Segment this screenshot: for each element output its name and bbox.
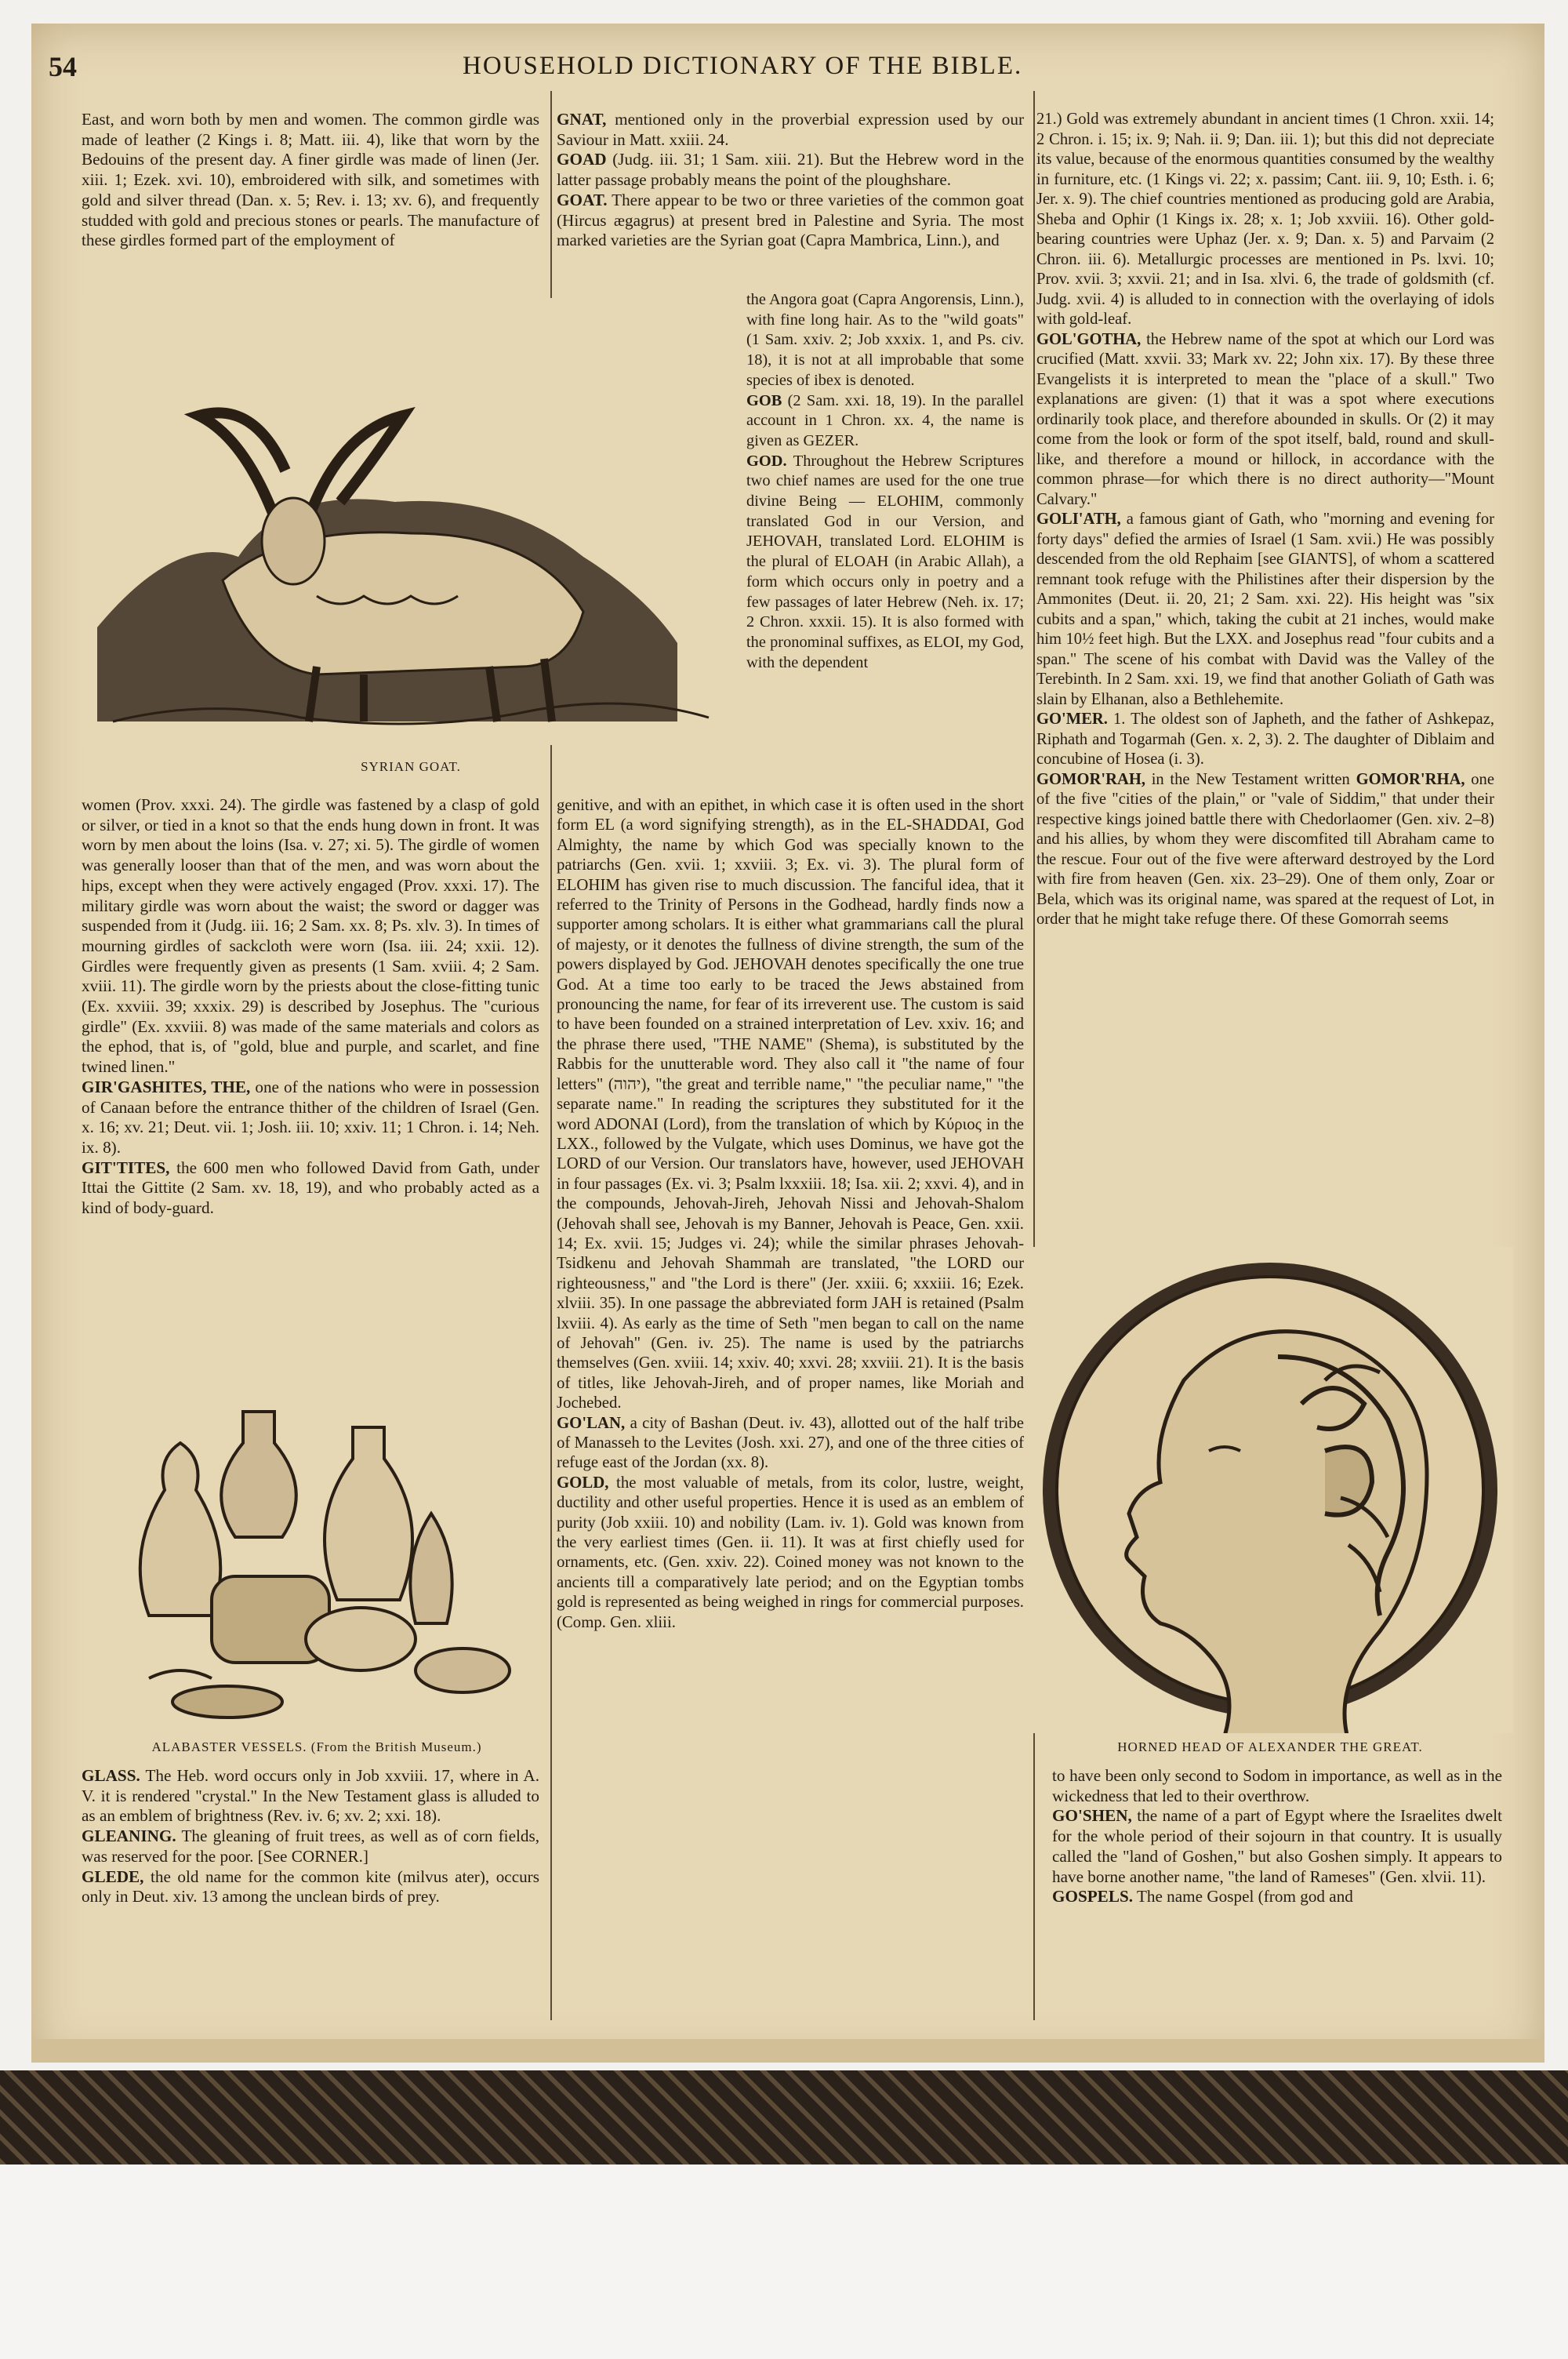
entry-gospels	[1052, 1887, 1502, 1907]
entry-text: The name Gospel (from god and	[1133, 1887, 1353, 1906]
entry-text: mentioned only in the proverbial expression used by our Saviour in Matt. xxiii. 24.	[557, 110, 1024, 149]
page-number: 54	[49, 51, 77, 82]
paragraph: the Angora goat (Capra Angorensis, Linn.), with fine long hair. As to the "wild goats" (1 Sam. xxiv. 2; Job xxxix. 1, and Ps. civ. 18), it is not at all improbable that some species of ibex is denoted.	[746, 291, 1024, 389]
entry-text: in the New Testament written	[1145, 770, 1356, 788]
entry-glass	[82, 1766, 539, 1826]
entry-term: GOAT.	[557, 190, 608, 209]
column-3-bottom	[1052, 1766, 1502, 1907]
goat-caption: SYRIAN GOAT.	[361, 759, 461, 774]
alabaster-vessels-illustration	[102, 1365, 525, 1733]
entry-gomorrah	[1036, 770, 1494, 930]
entry-gomer	[1036, 710, 1494, 770]
book-cover-binding	[0, 2070, 1568, 2165]
entry-goshen	[1052, 1806, 1502, 1887]
column-2-top	[557, 110, 1024, 251]
entry-term: GOLD,	[557, 1473, 609, 1492]
entry-glede	[82, 1867, 539, 1907]
running-title: HOUSEHOLD DICTIONARY OF THE BIBLE.	[463, 52, 1023, 80]
entry-term: GOB	[746, 391, 782, 409]
entry-girgashites	[82, 1078, 539, 1158]
entry-term: GIT'TITES,	[82, 1158, 170, 1177]
column-1-middle	[82, 795, 539, 1219]
entry-gnat	[557, 110, 1024, 150]
entry-text: There appear to be two or three varieties of the common goat (Hircus ægagrus) at present bred in Palestine and Syria. The most marked varieties are the Syrian goat (Capra Mambrica, Linn.), and	[557, 190, 1024, 250]
entry-text: Throughout the Hebrew Scriptures two chief names are used for the one true divine Being — ELOHIM, commonly translated God in our Version, and JEHOVAH, translated Lord. ELOHIM is the plural of ELOAH (in Arabic Allah), a form which occurs only in poetry and a few passages of later Hebrew (Neh. ix. 17; 2 Chron. xxxii. 15). It is also formed with the pronominal suffixes, as ELOI, my God, with the dependent	[746, 452, 1024, 671]
paragraph: genitive, and with an epithet, in which case it is often used in the short form EL (a word signifying strength), as in the EL-SHADDAI, God Almighty, the name by which God was specially known to the patriarchs (Gen. xvii. 1; xxviii. 3; Ex. vi. 3). The plural form of ELOHIM has given rise to much discussion. The fanciful idea, that it referred to the Trinity of Persons in the Godhead, hardly finds now a supporter among scholars. It is either what grammarians call the plural of majesty, or it denotes the fullness of divine strength, the sum of the powers displayed by God. JEHOVAH denotes specifically the one true God. At a time too early to be traced the Jews abstained from pronouncing the name, for fear of its irreverent use. The custom is said to have been founded on a strained interpretation of Lev. xxiv. 16; and the phrase there used, "THE NAME" (Shema), is substituted by the Rabbis for the unutterable word. They also call it "the name of four letters" (יהוה), "the great and terrible name," "the peculiar name," "the separate name." In reading the scriptures they substituted for it the word ADONAI (Lord), from the translation of which by Κύριος in the LXX., followed by the Vulgate, which uses Dominus, we have got the LORD of our Version. Our translators have, however, used JEHOVAH in four passages (Ex. vi. 3; Psalm lxxxiii. 18; Isa. xii. 2; xxvi. 4), and in the compounds, Jehovah-Jireh, Jehovah Nissi and Jehovah-Shalom (Jehovah shall see, Jehovah is my Banner, Jehovah is Peace, Gen. xxii. 14; Ex. xvii. 15; Judges vi. 24); while the similar phrases Jehovah-Tsidkenu and Jehovah Shammah are translated, "the LORD our righteousness," and "the Lord is there" (Jer. xxiii. 6; xxxiii. 16; Ezek. xlviii. 35). In one passage the abbreviated form JAH is retained (Psalm lxviii. 4). As early as the time of Seth "men began to call on the name of Jehovah" (Gen. iv. 25). The name is used by the patriarchs themselves (Gen. xviii. 14; xxiv. 40; xxvi. 28; xxviii. 21). It is the basis of titles, like Jehovah-Jireh, and of proper names, like Moriah and Jochebed.	[557, 796, 1024, 1412]
column-1-bottom	[82, 1766, 539, 1907]
entry-term: GOD.	[746, 452, 787, 470]
syrian-goat-illustration	[82, 298, 740, 745]
entry-gittites	[82, 1158, 539, 1219]
entry-gold	[557, 1473, 1024, 1632]
entry-goliath	[1036, 510, 1494, 710]
entry-text: one of the five "cities of the plain," or "vale of Siddim," that under their respective kings joined battle there with Chedorlaomer (Gen. xiv. 2–8) and his allies, by whom they were discomfited till Abraham came to the rescue. Four out of the five were afterward destroyed by the Lord with fire from heaven (Gen. xix. 23–29). One of them only, Zoar or Bela, which was its original name, was spared at the request of Lot, in order that he might take refuge there. Of these Gomorrah seems	[1036, 770, 1494, 928]
entry-term: GOMOR'RHA,	[1356, 770, 1465, 788]
entry-term: GNAT,	[557, 110, 607, 129]
entry-text: (2 Sam. xxi. 18, 19). In the parallel account in 1 Chron. xx. 4, the name is given as GEZER.	[746, 391, 1024, 449]
entry-god	[746, 452, 1024, 674]
entry-text: the old name for the common kite (milvus ater), occurs only in Deut. xiv. 13 among the unclean birds of prey.	[82, 1866, 539, 1906]
column-1-top	[82, 110, 539, 251]
entry-term: GLASS.	[82, 1766, 140, 1785]
paragraph: to have been only second to Sodom in importance, as well as in the wickedness that led to their overthrow.	[1052, 1766, 1502, 1805]
entry-text: a famous giant of Gath, who "morning and evening for forty days" defied the armies of Israel (1 Sam. xvii.) He was possibly descended from the old Rephaim [see GIANTS], of whom a scattered remnant took refuge with the Philistines after their dispersion by the Ammonites (Deut. ii. 20, 21; 2 Sam. xxi. 22). His height was "six cubits and a span," which, taking the cubit at 21 inches, would make him 10½ feet high. But the LXX. and Josephus read "four cubits and a span." The scene of his combat with David was the Valley of the Terebinth. In 2 Sam. xxi. 19, we find that another Goliath of Gath was slain by Elhanan, also a Bethlehemite.	[1036, 511, 1494, 708]
entry-term: GLEANING.	[82, 1826, 176, 1846]
column-2-main	[557, 795, 1024, 1632]
entry-golan	[557, 1413, 1024, 1473]
entry-text: (Judg. iii. 31; 1 Sam. xiii. 21). But the Hebrew word in the latter passage probably means the point of the ploughshare.	[557, 150, 1024, 190]
page-edge	[31, 2039, 1544, 2063]
entry-term: GLEDE,	[82, 1866, 144, 1886]
entry-goat	[557, 191, 1024, 251]
entry-term: GIR'GASHITES, THE,	[82, 1077, 251, 1096]
alexander-caption: HORNED HEAD OF ALEXANDER THE GREAT.	[1117, 1739, 1423, 1754]
entry-text: the 600 men who followed David from Gath, under Ittai the Gittite (2 Sam. xv. 18, 19), and who probably acted as a kind of body-guard.	[82, 1158, 539, 1218]
entry-term: GOSPELS.	[1052, 1887, 1134, 1906]
entry-term: GOLI'ATH,	[1036, 511, 1121, 528]
paragraph: East, and worn both by men and women. The common girdle was made of leather (2 Kings i. 8; Matt. iii. 4), like that worn by the Bedouins of the present day. A finer girdle was made of linen (Jer. xiii. 1; Ezek. xvi. 10), embroidered with silk, and sometimes with gold and silver thread (Dan. x. 5; Rev. i. 13; xv. 6), and frequently studded with gold and precious stones or pearls. The manufacture of these girdles formed part of the employment of	[82, 110, 539, 250]
entry-term: GOL'GOTHA,	[1036, 330, 1142, 348]
entry-golgotha	[1036, 330, 1494, 511]
entry-term: GOMOR'RAH,	[1036, 770, 1145, 788]
entry-term: GO'MER.	[1036, 711, 1108, 728]
entry-text: The Heb. word occurs only in Job xxviii. 17, where in A. V. it is rendered "crystal." In the New Testament glass is alluded to as an emblem of brightness (Rev. iv. 6; xv. 2; xxi. 18).	[82, 1766, 539, 1826]
entry-text: 1. The oldest son of Japheth, and the father of Ashkepaz, Riphath and Togarmah (Gen. x. 2, 3). 2. The daughter of Diblaim and concubine of Hosea (i. 3).	[1036, 711, 1494, 768]
entry-text: a city of Bashan (Deut. iv. 43), allotted out of the half tribe of Manasseh to the Levites (Josh. xxi. 27), and one of the three cities of refuge east of the Jordan (xx. 8).	[557, 1413, 1024, 1472]
entry-term: GO'SHEN,	[1052, 1806, 1132, 1826]
entry-text: one of the nations who were in possession of Canaan before the entrance thither of the children of Israel (Gen. x. 16; xv. 21; Deut. vii. 1; Josh. iii. 10; xxiv. 11; 1 Chron. i. 14; Neh. ix. 8).	[82, 1077, 539, 1157]
entry-text: the Hebrew name of the spot at which our Lord was crucified (Matt. xxvii. 33; Mark xv. 22; John xix. 17). By these three Evangelists it is interpreted to mean the "place of a skull." Two explanations are given: (1) that it was a spot where executions ordinarily took place, and therefore abounded in skulls. Or (2) it may come from the look or form of the spot itself, bald, round and skull-like, and therefore a mound or hillock, in accordance with the common phrase—for which there is no direct authority—"Mount Calvary."	[1036, 330, 1494, 508]
entry-text: The gleaning of fruit trees, as well as of corn fields, was reserved for the poor. [See CORNER.]	[82, 1826, 539, 1866]
vessels-caption: ALABASTER VESSELS. (From the British Museum.)	[151, 1739, 482, 1754]
column-3-top	[1036, 110, 1494, 930]
alexander-head-illustration	[1027, 1247, 1513, 1733]
entry-goad	[557, 150, 1024, 190]
entry-gleaning	[82, 1826, 539, 1866]
entry-term: GOAD	[557, 150, 607, 169]
paragraph: women (Prov. xxxi. 24). The girdle was fastened by a clasp of gold or silver, or tied in a knot so that the ends hung down in front. It was worn by men about the loins (Isa. v. 27; xi. 5). The girdle of women was generally looser than that of the men, and was worn about the hips, except when they were actively engaged (Prov. xxxi. 17). The military girdle was worn about the waist; the sword or dagger was suspended from it (Judg. iii. 16; 2 Sam. xx. 8; Ps. xlv. 3). In times of mourning girdles of sackcloth were worn (Isa. iii. 24; xxii. 12). Girdles were frequently given as presents (1 Sam. xviii. 4; 2 Sam. xviii. 11). The girdle worn by the priests about the close-fitting tunic (Ex. xxviii. 39; xxxix. 29) is described by Josephus. The "curious girdle" (Ex. xxviii. 8) was made of the same materials and colors as the ephod, that is, of "gold, blue and purple, and scarlet, and fine twined linen."	[82, 795, 539, 1077]
table-surface	[0, 2165, 1568, 2359]
entry-text: the name of a part of Egypt where the Israelites dwelt for the whole period of their sojourn in that country. It is usually called the "land of Goshen," but also Goshen simply. It appears to have borne another name, "the land of Rameses" (Gen. xlvii. 11).	[1052, 1806, 1502, 1886]
entry-term: GO'LAN,	[557, 1413, 626, 1432]
paragraph: 21.) Gold was extremely abundant in ancient times (1 Chron. xxii. 14; 2 Chron. i. 15; ix. 9; Nah. ii. 9; Dan. iii. 1); but this did not depreciate its value, because of the enormous quantities consumed by the wealthy in furniture, etc. (1 Kings vi. 22; x. passim; Cant. iii. 9, 10; Esth. i. 6; Jer. x. 9). The chief countries mentioned as producing gold are Arabia, Sheba and Ophir (1 Kings ix. 28; x. 1; Job xxviii. 16). Other gold-bearing countries were Uphaz (Jer. x. 9; Dan. x. 5) and Parvaim (2 Chron. iii. 6). Metallurgic processes are mentioned in Ps. lxvi. 10; Prov. xvii. 3; xxvii. 21; and in Isa. xlvi. 6, the trade of goldsmith (cf. Judg. xvii. 4) is alluded to in connection with the overlaying of idols with gold-leaf.	[1036, 111, 1494, 328]
entry-text: the most valuable of metals, from its color, lustre, weight, ductility and other useful properties. Hence it is used as an emblem of purity (Job xxiii. 10) and nobility (Lam. iv. 1). Gold was known from the very earliest times (Gen. ii. 11). It was at first chiefly used for ornaments, etc. (Gen. xxiv. 22). Coined money was not known to the ancients till a comparatively late period; and on the Egyptian tombs gold is represented as being weighed in rings for commercial purposes. (Comp. Gen. xliii.	[557, 1473, 1024, 1631]
entry-gob	[746, 391, 1024, 452]
column-2-narrow	[746, 290, 1024, 673]
